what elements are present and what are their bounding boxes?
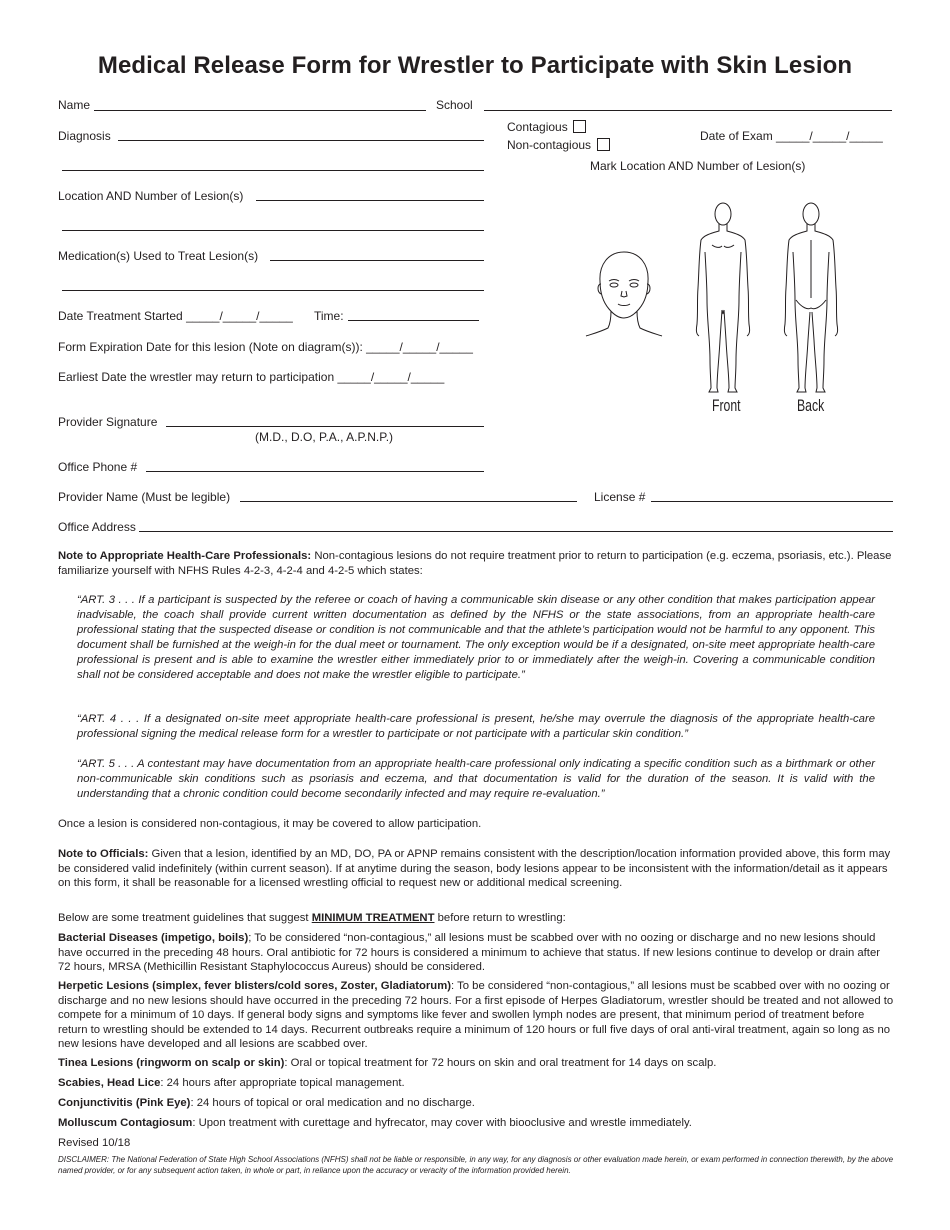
office-phone-field[interactable] bbox=[146, 471, 484, 472]
guideline-heading: Bacterial Diseases (impetigo, boils) bbox=[58, 932, 249, 944]
front-label: Front bbox=[712, 396, 741, 415]
medications-field[interactable] bbox=[270, 260, 484, 261]
earliest-date-field[interactable]: _____/_____/_____ bbox=[337, 370, 445, 384]
form-expiration-label: Form Expiration Date for this lesion (Note on diagram(s)): bbox=[58, 340, 363, 354]
guideline-text: : Oral or topical treatment for 72 hours on skin and oral treatment for 14 days on scalp. bbox=[284, 1057, 717, 1069]
location-number-label: Location AND Number of Lesion(s) bbox=[58, 189, 244, 203]
guideline-herpetic bbox=[58, 979, 894, 1052]
time-field[interactable] bbox=[348, 320, 479, 321]
license-field[interactable] bbox=[651, 501, 893, 502]
office-phone-label: Office Phone # bbox=[58, 460, 138, 474]
date-of-exam-label bbox=[700, 129, 883, 143]
guidelines-intro-after: before return to wrestling: bbox=[437, 912, 566, 924]
guideline-text: ; To be considered “non-contagious,” all lesions must be scabbed over with no oozing or discharge and no new lesions should have occurred in the preceding 48 hours. Oral antibiotic for 72 hours is considered a minimum to achieve that status. If new lesions continue to develop or drain after 72 hours, MRSA (Methicillin Resistant Staphylococcus Aureus) should be considered. bbox=[58, 932, 880, 974]
page-title: Medical Release Form for Wrestler to Participate with Skin Lesion bbox=[97, 52, 853, 79]
art-4-quote: “ART. 4 . . . If a designated on-site meet appropriate health-care professional is present, he/she may overrule the diagnosis of the appropriate health-care professional signing the medical release form for a wrestler to participate or not participate with a particular skin condition.” bbox=[77, 713, 875, 740]
note-officials-text: Given that a lesion, identified by an MD, DO, PA or APNP remains consistent with the description/location information provided above, this form may be considered valid indefinitely (within current season). If at anytime during the season, body lesions appear to be inconsistent with the information/detail as it appears on this form, it shall be reasonable for a licensed wrestling official to request new or additional medical screening. bbox=[58, 848, 891, 890]
location-number-field[interactable] bbox=[256, 200, 484, 201]
head-diagram-icon[interactable] bbox=[584, 248, 664, 340]
date-treatment-started-field[interactable]: _____/_____/_____ bbox=[186, 309, 293, 323]
back-label: Back bbox=[797, 396, 825, 415]
note-health-care-professionals bbox=[58, 549, 894, 578]
guideline-text: : Upon treatment with curettage and hyfrecator, may cover with biooclusive and wrestle immediately. bbox=[192, 1117, 692, 1129]
credentials-label: (M.D., D.O, P.A., A.P.N.P.) bbox=[255, 430, 394, 444]
form-expiration-row bbox=[58, 340, 473, 354]
mark-location-label: Mark Location AND Number of Lesion(s) bbox=[590, 159, 806, 173]
diagnosis-label: Diagnosis bbox=[58, 129, 111, 143]
form-expiration-field[interactable]: _____/_____/_____ bbox=[366, 340, 473, 354]
office-address-field[interactable] bbox=[139, 531, 893, 532]
note-officials bbox=[58, 847, 894, 891]
guideline-conjunctivitis bbox=[58, 1096, 894, 1111]
guidelines-intro-before: Below are some treatment guidelines that suggest bbox=[58, 912, 309, 924]
date-of-exam-field[interactable]: _____/_____/_____ bbox=[776, 129, 883, 143]
note-hcp-heading: Note to Appropriate Health-Care Professionals: bbox=[58, 550, 312, 562]
non-contagious-label: Non-contagious bbox=[507, 138, 592, 152]
school-label: School bbox=[436, 98, 473, 112]
guideline-scabies bbox=[58, 1076, 894, 1091]
disclaimer: DISCLAIMER: The National Federation of State High School Associations (NFHS) shall not be liable or responsible, in any way, for any diagnosis or other evaluation made herein, or exam performed in connection therewith, by the above named provider, or for any subsequent action taken, in whole or part, in reliance upon the accuracy or veracity of the information provided herein. bbox=[58, 1155, 894, 1175]
guideline-molluscum bbox=[58, 1116, 894, 1131]
date-treatment-started-row bbox=[58, 309, 293, 323]
art-3-quote: “ART. 3 . . . If a participant is suspected by the referee or coach of having a communicable skin disease or any other condition that makes participation appear inadvisable, the coach shall provide current written documentation as defined by the NFHS or the state associations, from an appropriate health-care professional stating that the suspected disease or condition is not communicable and that the athlete’s participation would not be harmful to any opponent. This document shall be furnished at the weigh-in for the dual meet or tournament. The only exception would be if a designated, on-site meet appropriate health-care professional is present and is able to examine the wrestler either immediately prior to or immediately after the weigh-in. Covering a communicable condition shall not be considered acceptable and does not make the wrestler eligible to participate.” bbox=[77, 594, 875, 681]
guideline-heading: Molluscum Contagiosum bbox=[58, 1117, 193, 1129]
date-treatment-started-label: Date Treatment Started bbox=[58, 309, 183, 323]
school-field[interactable] bbox=[484, 110, 892, 111]
guideline-text: : 24 hours after appropriate topical management. bbox=[160, 1077, 405, 1089]
name-field[interactable] bbox=[94, 110, 426, 111]
guideline-heading: Scabies, Head Lice bbox=[58, 1077, 161, 1089]
guideline-heading: Tinea Lesions (ringworm on scalp or skin) bbox=[58, 1057, 285, 1069]
provider-name-label: Provider Name (Must be legible) bbox=[58, 490, 231, 504]
guidelines-intro-emphasis: MINIMUM TREATMENT bbox=[311, 912, 435, 924]
guideline-tinea bbox=[58, 1056, 894, 1071]
guideline-text: : 24 hours of topical or oral medication and no discharge. bbox=[190, 1097, 475, 1109]
guidelines-intro bbox=[58, 911, 894, 926]
revised-date: Revised 10/18 bbox=[58, 1137, 131, 1149]
diagnosis-field-line-2[interactable] bbox=[62, 170, 484, 171]
non-contagious-checkbox[interactable] bbox=[597, 138, 610, 151]
diagnosis-field[interactable] bbox=[118, 140, 484, 141]
guideline-text: : To be considered “non-contagious,” all lesions must be scabbed over with no oozing or discharge and no new lesions should have occurred in the preceding 72 hours. For a first episode of Herpes Gladiatorum, wrestler should be treated and not allowed to compete for a minimum of 10 days. If general body signs and symptoms like fever and swollen lymph nodes are present, that minimum period of treatment before return to wrestling should be extended to 14 days. Recurrent outbreaks require a minimum of 120 hours or full five days of oral anti-viral treatment, again so long as no new lesions have developed and all lesions are scabbed over. bbox=[58, 980, 894, 1051]
front-body-diagram-icon[interactable] bbox=[690, 200, 756, 396]
provider-signature-label: Provider Signature bbox=[58, 415, 158, 429]
license-label: License # bbox=[594, 490, 646, 504]
medications-label: Medication(s) Used to Treat Lesion(s) bbox=[58, 249, 259, 263]
back-body-diagram-icon[interactable] bbox=[778, 200, 844, 396]
provider-signature-field[interactable] bbox=[166, 426, 484, 427]
earliest-date-row bbox=[58, 370, 444, 384]
note-officials-heading: Note to Officials: bbox=[58, 848, 149, 860]
art-5-quote: “ART. 5 . . . A contestant may have documentation from an appropriate health-care professional only indicating a specific condition such as a birthmark or other non-communicable skin conditions such as psoriasis and eczema, and that documentation is valid for the duration of the season. It is valid with the understanding that a chronic condition could become secondarily infected and may require re-evaluation.” bbox=[77, 758, 875, 800]
time-label: Time: bbox=[314, 309, 344, 323]
guideline-bacterial bbox=[58, 931, 894, 975]
name-label: Name bbox=[58, 98, 91, 112]
earliest-date-label: Earliest Date the wrestler may return to participation bbox=[58, 370, 335, 384]
covered-note: Once a lesion is considered non-contagious, it may be covered to allow participation. bbox=[58, 818, 482, 830]
office-address-label: Office Address bbox=[58, 520, 136, 534]
note-hcp-text: Non-contagious lesions do not require treatment prior to return to participation (e.g. eczema, psoriasis, etc.). Please familiarize yourself with NFHS Rules 4-2-3, 4-2-4 and 4-2-5 which states: bbox=[58, 550, 892, 577]
medications-field-line-2[interactable] bbox=[62, 290, 484, 291]
guideline-heading: Conjunctivitis (Pink Eye) bbox=[58, 1097, 191, 1109]
location-number-field-line-2[interactable] bbox=[62, 230, 484, 231]
guideline-heading: Herpetic Lesions (simplex, fever blisters/cold sores, Zoster, Gladiatorum) bbox=[58, 980, 452, 992]
contagious-checkbox[interactable] bbox=[573, 120, 586, 133]
date-of-exam-text: Date of Exam bbox=[700, 129, 773, 143]
contagious-label: Contagious bbox=[507, 120, 568, 134]
provider-name-field[interactable] bbox=[240, 501, 577, 502]
